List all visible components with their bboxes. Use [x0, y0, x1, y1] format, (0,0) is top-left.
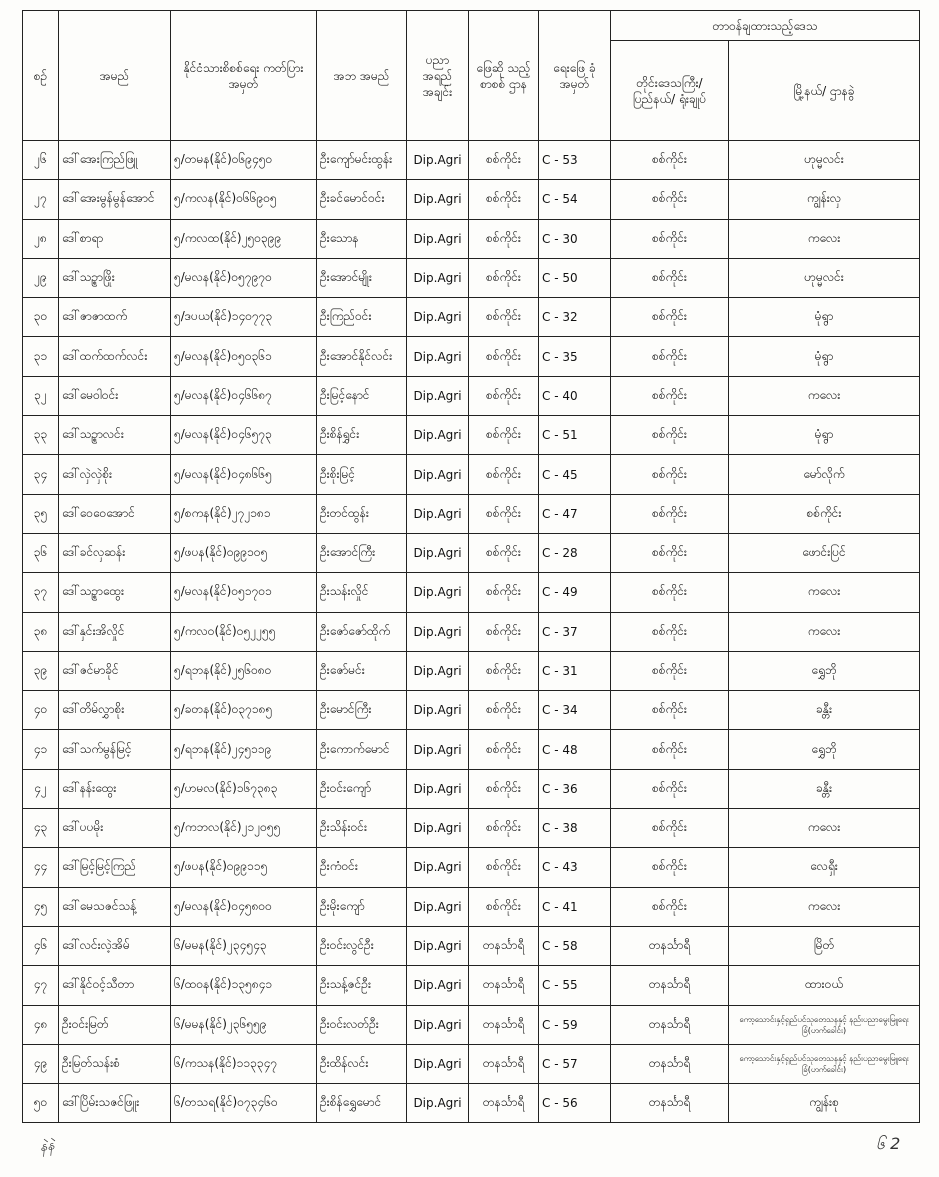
cell-nrc: ၆/ထဝန(နိုင်)၁၃၅၈၄၁	[171, 966, 317, 1005]
table-row	[23, 258, 920, 297]
cell-father: ဦးစိုးမြင့်	[317, 455, 407, 494]
cell-father: ဦးဝင်းကျော်	[317, 769, 407, 808]
cell-nrc: ၅/တမန(နိုင်)၀၆၉၄၅၀	[171, 141, 317, 180]
cell-division: စစ်ကိုင်း	[611, 769, 729, 808]
cell-township: မုံရွာ	[729, 416, 920, 455]
cell-edu: Dip.Agri	[407, 455, 469, 494]
cell-father: ဦးသောန	[317, 219, 407, 258]
cell-name: ဒေါ်သဥ္စာလင်း	[59, 416, 171, 455]
cell-town: တနင်္သာရီ	[469, 926, 539, 965]
cell-name: ဒေါ်လှဲလှဲစိုး	[59, 455, 171, 494]
cell-division: စစ်ကိုင်း	[611, 494, 729, 533]
cell-town: စစ်ကိုင်း	[469, 180, 539, 219]
cell-seat: C - 30	[539, 219, 611, 258]
cell-father: ဦးစိန်ရွှင်း	[317, 416, 407, 455]
cell-name: ဒေါ်သဥ္စာထွေး	[59, 573, 171, 612]
cell-father: ဦးအောင်ကြီး	[317, 533, 407, 572]
cell-father: ဦးတင်ထွန်း	[317, 494, 407, 533]
table-row	[23, 219, 920, 258]
cell-name: ဒေါ်အေးကြည်ဖြူ	[59, 141, 171, 180]
cell-town: စစ်ကိုင်း	[469, 691, 539, 730]
cell-nrc: ၅/ကဘလ(နိုင်)၂၁၂၀၅၅	[171, 809, 317, 848]
cell-name: ဒေါ်သဥ္စာဖြိုး	[59, 258, 171, 297]
header-township: မြို့နယ်/ ဌာနခွဲ	[729, 41, 920, 141]
header-no: စဉ်	[23, 11, 59, 141]
cell-seat: C - 51	[539, 416, 611, 455]
cell-father: ဦးသန်းလှိုင်	[317, 573, 407, 612]
cell-division: စစ်ကိုင်း	[611, 848, 729, 887]
cell-township: ကလေး	[729, 809, 920, 848]
cell-seat: C - 49	[539, 573, 611, 612]
table-row	[23, 809, 920, 848]
cell-township: ကလေး	[729, 376, 920, 415]
cell-nrc: ၅/ရဘန(နိုင်)၂၅၆၀၈၀	[171, 651, 317, 690]
cell-nrc: ၅/မလန(နိုင်)၀၅၇၉၇၀	[171, 258, 317, 297]
cell-township: ခန္တီး	[729, 691, 920, 730]
cell-township: ကလေး	[729, 612, 920, 651]
cell-township: ကလေး	[729, 887, 920, 926]
cell-nrc: ၆/မမန(နိုင်)၂၃၄၅၄၃	[171, 926, 317, 965]
cell-division: စစ်ကိုင်း	[611, 180, 729, 219]
table-row	[23, 533, 920, 572]
table-row	[23, 966, 920, 1005]
cell-edu: Dip.Agri	[407, 337, 469, 376]
cell-town: စစ်ကိုင်း	[469, 573, 539, 612]
cell-father: ဦးမောင်ကြီး	[317, 691, 407, 730]
cell-name: ဒေါ်စာရာ	[59, 219, 171, 258]
cell-town: စစ်ကိုင်း	[469, 298, 539, 337]
table-row	[23, 455, 920, 494]
cell-edu: Dip.Agri	[407, 691, 469, 730]
cell-seat: C - 35	[539, 337, 611, 376]
cell-division: စစ်ကိုင်း	[611, 887, 729, 926]
cell-town: စစ်ကိုင်း	[469, 337, 539, 376]
cell-nrc: ၅/မလန(နိုင်)၀၅၁၇၀၁	[171, 573, 317, 612]
cell-seat: C - 47	[539, 494, 611, 533]
table-row	[23, 376, 920, 415]
cell-town: စစ်ကိုင်း	[469, 612, 539, 651]
footer-page-mark: ၆ 2	[876, 1134, 901, 1153]
cell-name: ဒေါ်ပြိမ်းသဇင်ဖြူး	[59, 1084, 171, 1123]
cell-no: ၃၃	[23, 416, 59, 455]
cell-seat: C - 48	[539, 730, 611, 769]
cell-town: စစ်ကိုင်း	[469, 730, 539, 769]
table-row	[23, 494, 920, 533]
cell-edu: Dip.Agri	[407, 219, 469, 258]
cell-edu: Dip.Agri	[407, 416, 469, 455]
footer-initials: နဲနဲ	[38, 1137, 56, 1155]
header-appointed: တာဝန်ချထားသည့်ဒေသ	[611, 11, 920, 41]
table-row	[23, 141, 920, 180]
cell-father: ဦးဇော်ဇော်ထိုက်	[317, 612, 407, 651]
cell-town: စစ်ကိုင်း	[469, 809, 539, 848]
cell-name: ဒေါ်ပပမိုး	[59, 809, 171, 848]
cell-township: ကလေး	[729, 219, 920, 258]
cell-seat: C - 37	[539, 612, 611, 651]
cell-father: ဦးအောင်မျိုး	[317, 258, 407, 297]
cell-no: ၃၂	[23, 376, 59, 415]
cell-division: စစ်ကိုင်း	[611, 809, 729, 848]
cell-nrc: ၅/ခတန(နိုင်)၀၃၇၁၈၅	[171, 691, 317, 730]
cell-edu: Dip.Agri	[407, 180, 469, 219]
cell-no: ၄၅	[23, 887, 59, 926]
cell-township: ဖောင်းပြင်	[729, 533, 920, 572]
cell-division: စစ်ကိုင်း	[611, 730, 729, 769]
cell-seat: C - 43	[539, 848, 611, 887]
register-table	[22, 10, 920, 1123]
cell-no: ၄၄	[23, 848, 59, 887]
cell-name: ဒေါ်လင်းလဲ့အိမ်	[59, 926, 171, 965]
table-row	[23, 691, 920, 730]
cell-township: စစ်ကိုင်း	[729, 494, 920, 533]
cell-no: ၃၉	[23, 651, 59, 690]
cell-no: ၄၃	[23, 809, 59, 848]
cell-edu: Dip.Agri	[407, 769, 469, 808]
cell-edu: Dip.Agri	[407, 926, 469, 965]
cell-township: လေရှီး	[729, 848, 920, 887]
cell-township: မော်လိုက်	[729, 455, 920, 494]
cell-no: ၄၂	[23, 769, 59, 808]
cell-town: စစ်ကိုင်း	[469, 848, 539, 887]
cell-nrc: ၅/ရဘန(နိုင်)၂၄၅၁၁၉	[171, 730, 317, 769]
cell-seat: C - 54	[539, 180, 611, 219]
cell-name: ဒေါ်ဝေဝေအောင်	[59, 494, 171, 533]
cell-division: စစ်ကိုင်း	[611, 376, 729, 415]
cell-township: ကလေး	[729, 573, 920, 612]
cell-name: ဒေါ်အေးမွန်မွန်အောင်	[59, 180, 171, 219]
cell-seat: C - 40	[539, 376, 611, 415]
cell-name: ဒေါ်မေဝါဝင်း	[59, 376, 171, 415]
cell-township: ကျွန်းစု	[729, 1084, 920, 1123]
table-row	[23, 612, 920, 651]
cell-division: တနင်္သာရီ	[611, 966, 729, 1005]
cell-no: ၄၆	[23, 926, 59, 965]
cell-town: စစ်ကိုင်း	[469, 416, 539, 455]
table-row	[23, 926, 920, 965]
cell-township: ခန္တီး	[729, 769, 920, 808]
cell-no: ၃၇	[23, 573, 59, 612]
cell-name: ဒေါ်သက်မွန်မြင့်	[59, 730, 171, 769]
cell-no: ၃၁	[23, 337, 59, 376]
cell-seat: C - 31	[539, 651, 611, 690]
cell-division: စစ်ကိုင်း	[611, 533, 729, 572]
cell-nrc: ၅/ဒပယ(နိုင်)၁၄၀၇၇၃	[171, 298, 317, 337]
cell-nrc: ၆/တသရ(နိုင်)၀၇၃၄၆၀	[171, 1084, 317, 1123]
cell-township: ရွှေဘို	[729, 730, 920, 769]
cell-name: ဒေါ်မေသဇင်သန့်	[59, 887, 171, 926]
table-row	[23, 298, 920, 337]
cell-no: ၄၇	[23, 966, 59, 1005]
cell-seat: C - 28	[539, 533, 611, 572]
cell-township: မုံရွာ	[729, 298, 920, 337]
cell-edu: Dip.Agri	[407, 258, 469, 297]
cell-town: တနင်္သာရီ	[469, 1005, 539, 1044]
cell-father: ဦးသိန်းဝင်း	[317, 809, 407, 848]
cell-town: စစ်ကိုင်း	[469, 376, 539, 415]
cell-nrc: ၆/ကသန(နိုင်)၁၁၃၃၄၇	[171, 1044, 317, 1083]
cell-nrc: ၅/မလန(နိုင်)၀၄၆၆၈၇	[171, 376, 317, 415]
cell-division: တနင်္သာရီ	[611, 1044, 729, 1083]
cell-edu: Dip.Agri	[407, 141, 469, 180]
cell-town: စစ်ကိုင်း	[469, 887, 539, 926]
cell-edu: Dip.Agri	[407, 298, 469, 337]
table-row	[23, 769, 920, 808]
cell-nrc: ၅/မလန(နိုင်)၀၄၈၆၆၅	[171, 455, 317, 494]
cell-division: စစ်ကိုင်း	[611, 298, 729, 337]
table-row	[23, 180, 920, 219]
cell-edu: Dip.Agri	[407, 376, 469, 415]
cell-edu: Dip.Agri	[407, 887, 469, 926]
header-edu: ပညာ အရည် အချင်း	[407, 11, 469, 141]
table-row	[23, 1044, 920, 1083]
cell-division: စစ်ကိုင်း	[611, 258, 729, 297]
table-row	[23, 573, 920, 612]
cell-township: မြိတ်	[729, 926, 920, 965]
cell-no: ၃၀	[23, 298, 59, 337]
cell-father: ဦးမြင့်နောင်	[317, 376, 407, 415]
cell-town: စစ်ကိုင်း	[469, 651, 539, 690]
cell-seat: C - 53	[539, 141, 611, 180]
cell-edu: Dip.Agri	[407, 533, 469, 572]
cell-name: ဒေါ်မြင့်မြင့်ကြည်	[59, 848, 171, 887]
cell-division: စစ်ကိုင်း	[611, 455, 729, 494]
cell-father: ဦးကံဝင်း	[317, 848, 407, 887]
cell-edu: Dip.Agri	[407, 651, 469, 690]
header-exam-center: ဖြေဆို သည့် စာစစ် ဌာန	[469, 11, 539, 141]
cell-division: တနင်္သာရီ	[611, 1005, 729, 1044]
cell-division: စစ်ကိုင်း	[611, 651, 729, 690]
cell-nrc: ၅/မလန(နိုင်)၀၄၅၈၀၀	[171, 887, 317, 926]
cell-town: စစ်ကိုင်း	[469, 258, 539, 297]
cell-nrc: ၅/ကလဝ(နိုင်)၀၅၂၂၅၅	[171, 612, 317, 651]
cell-town: စစ်ကိုင်း	[469, 219, 539, 258]
cell-name: ဒေါ်ဇာဇာထက်	[59, 298, 171, 337]
cell-no: ၃၄	[23, 455, 59, 494]
table-row	[23, 848, 920, 887]
cell-nrc: ၅/ကလထ(နိုင်)၂၅၀၃၉၉	[171, 219, 317, 258]
table-row	[23, 337, 920, 376]
cell-edu: Dip.Agri	[407, 573, 469, 612]
header-division: တိုင်းဒေသကြီး/ ပြည်နယ်/ ရုံးချုပ်	[611, 41, 729, 141]
cell-division: စစ်ကိုင်း	[611, 219, 729, 258]
cell-no: ၂၈	[23, 219, 59, 258]
cell-seat: C - 57	[539, 1044, 611, 1083]
cell-town: စစ်ကိုင်း	[469, 769, 539, 808]
cell-township: ကော့သောင်းနှင့်ရှည်ပင်သုတေသနနှင့် နည်းပညာမွေးမြူရေးခြံ(ဟက်ခေါင်း)	[729, 1005, 920, 1044]
cell-seat: C - 32	[539, 298, 611, 337]
cell-father: ဦးကျော်မင်းထွန်း	[317, 141, 407, 180]
cell-seat: C - 56	[539, 1084, 611, 1123]
cell-seat: C - 50	[539, 258, 611, 297]
cell-nrc: ၅/ကလန(နိုင်)၀၆၆၉၀၅	[171, 180, 317, 219]
table-row	[23, 887, 920, 926]
cell-seat: C - 34	[539, 691, 611, 730]
cell-division: တနင်္သာရီ	[611, 926, 729, 965]
cell-township: ဟုမ္မလင်း	[729, 258, 920, 297]
cell-seat: C - 59	[539, 1005, 611, 1044]
cell-name: ဒေါ်နန်းထွေး	[59, 769, 171, 808]
cell-seat: C - 58	[539, 926, 611, 965]
cell-father: ဦးမိုးကျော်	[317, 887, 407, 926]
cell-township: ထားဝယ်	[729, 966, 920, 1005]
cell-father: ဦးထိန်လင်း	[317, 1044, 407, 1083]
cell-nrc: ၅/မလန(နိုင်)၀၅၀၃၆၁	[171, 337, 317, 376]
cell-name: ဦးမြတ်သန်းစံ	[59, 1044, 171, 1083]
cell-division: စစ်ကိုင်း	[611, 612, 729, 651]
cell-nrc: ၆/မမန(နိုင်)၂၃၆၅၅၉	[171, 1005, 317, 1044]
cell-town: စစ်ကိုင်း	[469, 455, 539, 494]
cell-town: စစ်ကိုင်း	[469, 533, 539, 572]
cell-father: ဦးသန့်ဇင်ဦး	[317, 966, 407, 1005]
cell-division: စစ်ကိုင်း	[611, 691, 729, 730]
cell-name: ဒေါ်နှင်းအိလှိုင်	[59, 612, 171, 651]
cell-division: စစ်ကိုင်း	[611, 337, 729, 376]
header-name: အမည်	[59, 11, 171, 141]
cell-division: တနင်္သာရီ	[611, 1084, 729, 1123]
cell-edu: Dip.Agri	[407, 494, 469, 533]
cell-nrc: ၅/မလန(နိုင်)၀၄၆၅၇၃	[171, 416, 317, 455]
table-row	[23, 416, 920, 455]
cell-father: ဦးအောင်နိုင်လင်း	[317, 337, 407, 376]
cell-nrc: ၅/စကန(နိုင်)၂၇၂၁၈၁	[171, 494, 317, 533]
cell-father: ဦးဝင်းလွင်ဦး	[317, 926, 407, 965]
cell-name: ဒေါ်ထက်ထက်လင်း	[59, 337, 171, 376]
cell-township: ကော့သောင်းနှင့်ရှည်ပင်သုတေသနနှင့် နည်းပညာမွေးမြူရေးခြံ(ဟက်ခေါင်း)	[729, 1044, 920, 1083]
cell-division: စစ်ကိုင်း	[611, 416, 729, 455]
cell-edu: Dip.Agri	[407, 966, 469, 1005]
cell-father: ဦးစိန်ရွှေမောင်	[317, 1084, 407, 1123]
cell-town: စစ်ကိုင်း	[469, 141, 539, 180]
cell-edu: Dip.Agri	[407, 730, 469, 769]
cell-edu: Dip.Agri	[407, 1084, 469, 1123]
cell-no: ၄၁	[23, 730, 59, 769]
cell-nrc: ၅/ဖပန(နိုင်)၀၉၉၁၁၅	[171, 848, 317, 887]
cell-seat: C - 36	[539, 769, 611, 808]
cell-edu: Dip.Agri	[407, 1005, 469, 1044]
header-seat: ရေးဖြေ ခုံအမှတ်	[539, 11, 611, 141]
cell-nrc: ၅/ဖပန(နိုင်)၀၉၉၁၀၅	[171, 533, 317, 572]
cell-seat: C - 38	[539, 809, 611, 848]
cell-no: ၄၉	[23, 1044, 59, 1083]
cell-edu: Dip.Agri	[407, 848, 469, 887]
cell-township: မုံရွာ	[729, 337, 920, 376]
cell-no: ၃၆	[23, 533, 59, 572]
cell-father: ဦးကောက်မောင်	[317, 730, 407, 769]
cell-seat: C - 41	[539, 887, 611, 926]
cell-name: ဒေါ်တိမ်လွှာစိုး	[59, 691, 171, 730]
cell-edu: Dip.Agri	[407, 809, 469, 848]
header-father: အဘ အမည်	[317, 11, 407, 141]
cell-father: ဦးဝင်းလတ်ဦး	[317, 1005, 407, 1044]
table-row	[23, 1084, 920, 1123]
cell-no: ၄၀	[23, 691, 59, 730]
cell-nrc: ၅/ဟမလ(နိုင်)၁၆၇၃၈၃	[171, 769, 317, 808]
cell-town: စစ်ကိုင်း	[469, 494, 539, 533]
cell-no: ၃၅	[23, 494, 59, 533]
cell-division: စစ်ကိုင်း	[611, 141, 729, 180]
cell-no: ၃၈	[23, 612, 59, 651]
cell-no: ၅၀	[23, 1084, 59, 1123]
table-row	[23, 730, 920, 769]
header-nrc: နိုင်ငံသားစိစစ်ရေး ကတ်ပြားအမှတ်	[171, 11, 317, 141]
cell-name: ဦးဝင်းမြတ်	[59, 1005, 171, 1044]
cell-no: ၂၇	[23, 180, 59, 219]
cell-township: ဟုမ္မလင်း	[729, 141, 920, 180]
cell-seat: C - 55	[539, 966, 611, 1005]
cell-division: စစ်ကိုင်း	[611, 573, 729, 612]
cell-father: ဦးကြည်ဝင်း	[317, 298, 407, 337]
table-row	[23, 651, 920, 690]
cell-edu: Dip.Agri	[407, 612, 469, 651]
table-row	[23, 1005, 920, 1044]
cell-township: ကျွန်းလှ	[729, 180, 920, 219]
cell-town: တနင်္သာရီ	[469, 1084, 539, 1123]
cell-seat: C - 45	[539, 455, 611, 494]
cell-no: ၂၆	[23, 141, 59, 180]
cell-father: ဦးခင်မောင်ဝင်း	[317, 180, 407, 219]
cell-no: ၂၉	[23, 258, 59, 297]
cell-name: ဒေါ်ဇင်မာခိုင်	[59, 651, 171, 690]
cell-name: ဒေါ်ခင်လှဆန်း	[59, 533, 171, 572]
cell-township: ရွှေဘို	[729, 651, 920, 690]
cell-father: ဦးဇော်မင်း	[317, 651, 407, 690]
cell-town: တနင်္သာရီ	[469, 966, 539, 1005]
cell-edu: Dip.Agri	[407, 1044, 469, 1083]
cell-name: ဒေါ်နိုင်ဝင့်သီတာ	[59, 966, 171, 1005]
cell-no: ၄၈	[23, 1005, 59, 1044]
cell-town: တနင်္သာရီ	[469, 1044, 539, 1083]
